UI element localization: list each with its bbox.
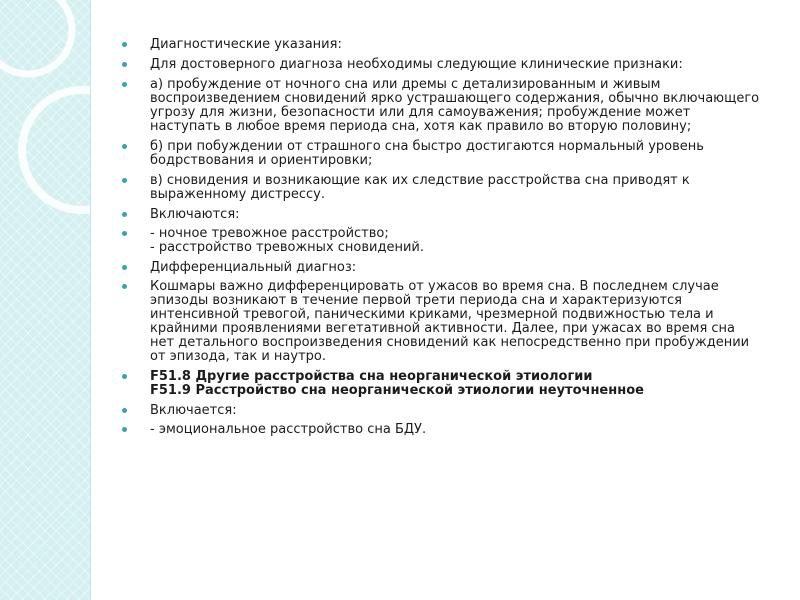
list-item-text: - эмоциональное расстройство сна БДУ. [150, 422, 427, 437]
list-item [122, 208, 762, 222]
bullet-dot-icon [122, 82, 127, 87]
list-item-text: Диагностические указания: [150, 37, 342, 52]
list-item [122, 58, 762, 72]
bullet-list [122, 38, 762, 443]
list-item [122, 174, 762, 202]
list-item-text: - ночное тревожное расстройство; [150, 226, 389, 241]
bullet-dot-icon [122, 231, 127, 236]
list-item-text: а) пробуждение от ночного сна или дремы с детализированным и живым воспроизведением сновидений ярко устрашающего содержания, обычно включающего угрозу для жизни, безопасности или для самоуважения; пробуждение может наступать в любое время периода сна, хотя как правило во вторую половину; [150, 77, 760, 134]
bullet-dot-icon [122, 408, 127, 413]
list-item [122, 38, 762, 52]
list-item-text: Для достоверного диагноза необходимы следующие клинические признаки: [150, 57, 683, 72]
bullet-dot-icon [122, 178, 127, 183]
list-item-text: - расстройство тревожных сновидений. [150, 240, 424, 255]
list-item-text: Включаются: [150, 207, 240, 222]
list-item [122, 404, 762, 418]
bullet-dot-icon [122, 284, 127, 289]
list-item-text: Дифференциальный диагноз: [150, 260, 357, 275]
bullet-dot-icon [122, 212, 127, 217]
list-item [122, 423, 762, 437]
list-item-text: F51.8 Другие расстройства сна неорганической этиологии [150, 369, 593, 384]
list-item [122, 227, 762, 255]
list-item-text: в) сновидения и возникающие как их следствие расстройства сна приводят к выраженному дистрессу. [150, 173, 690, 202]
list-item [122, 370, 762, 398]
decorative-rings [0, 0, 90, 600]
list-item [122, 140, 762, 168]
bullet-dot-icon [122, 374, 127, 379]
list-item-text: F51.9 Расстройство сна неорганической этиологии неуточненное [150, 383, 644, 398]
strip-divider [90, 0, 91, 600]
decorative-ring-middle [22, 90, 90, 210]
list-item [122, 261, 762, 275]
list-item [122, 280, 762, 364]
bullet-dot-icon [122, 427, 127, 432]
bullet-dot-icon [122, 62, 127, 67]
list-item-text: Включается: [150, 403, 237, 418]
decorative-ring-top [0, 0, 72, 74]
list-item-text: Кошмары важно дифференцировать от ужасов во время сна. В последнем случае эпизоды возникают в течение первой трети периода сна и характеризуются интенсивной тревогой, паническими криками, чрезмерной подвижностью тела и крайними проявлениями вегетативной активности. Далее, при ужасах во время сна нет детального воспроизведения сновидений как непосредственно при пробуждении от эпизода, так и наутро. [150, 279, 750, 364]
bullet-dot-icon [122, 42, 127, 47]
list-item [122, 78, 762, 134]
decorative-side-strip [0, 0, 90, 600]
bullet-dot-icon [122, 265, 127, 270]
bullet-dot-icon [122, 144, 127, 149]
list-item-text: б) при побуждении от страшного сна быстро достигаются нормальный уровень бодрствования и ориентировки; [150, 139, 704, 168]
